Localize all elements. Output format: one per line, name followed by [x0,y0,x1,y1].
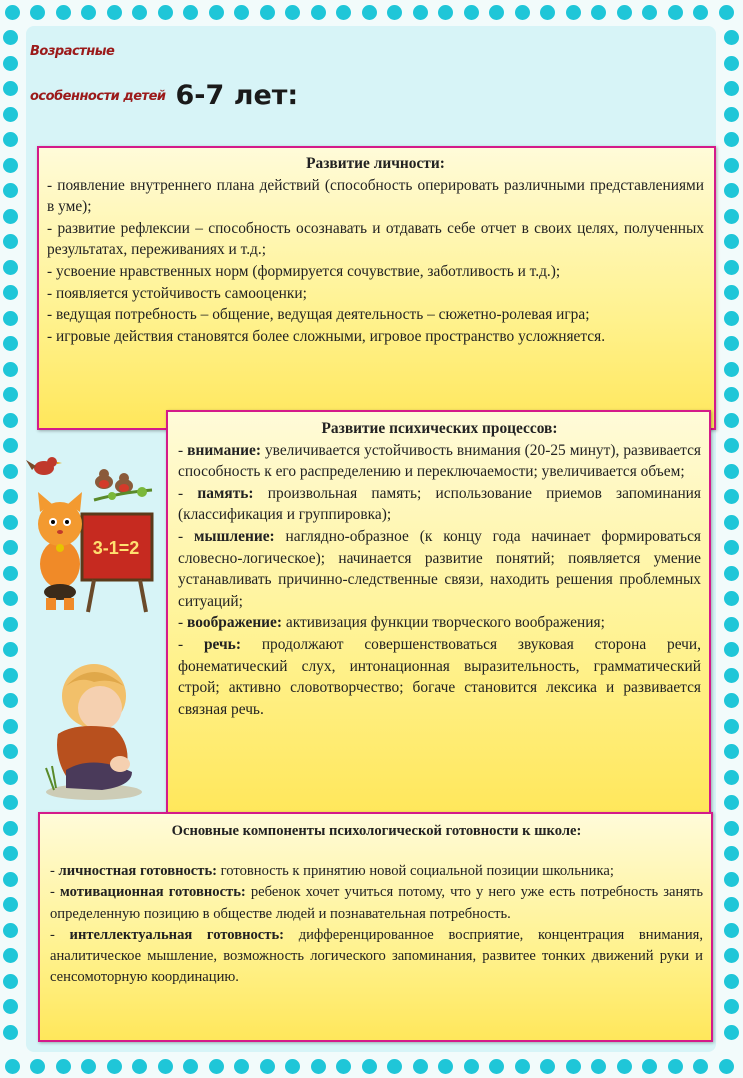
border-dot [183,5,198,20]
term-description: дифференцированное восприятие, концентрация внимания, аналитическое мышление, возможность логического запоминания, развитее тонких движений руки и сенсомоторную координацию. [50,926,703,986]
border-dot [464,5,479,20]
border-dot [540,1059,555,1074]
border-dot [566,5,581,20]
border-dot [3,387,18,402]
border-dot [642,1059,657,1074]
border-dot [3,515,18,530]
border-dot [724,821,739,836]
border-dot [336,1059,351,1074]
section-mental-processes-title: Развитие психических процессов: [321,420,558,437]
border-dot [285,1059,300,1074]
border-dot [3,642,18,657]
border-dot [3,311,18,326]
list-item: - интеллектуальная готовность: дифференцированное восприятие, концентрация внимания, аналитическое мышление, возможность логического запоминания, развитее тонких движений руки и сенсомоторную координацию. [50,926,703,986]
border-dot [724,591,739,606]
border-dot [617,5,632,20]
border-dot [158,5,173,20]
border-dot [724,234,739,249]
header-line2-small: особенности детей [30,89,166,104]
border-dot [3,591,18,606]
border-dot [3,770,18,785]
border-dot [132,1059,147,1074]
border-dot [3,413,18,428]
list-item: - личностная готовность: готовность к принятию новой социальной позиции школьника; [50,863,614,880]
border-dot [3,719,18,734]
list-item: - усвоение нравственных норм (формируется сочувствие, заботливость и т.д.); [47,262,561,280]
border-dot [724,897,739,912]
border-dot [438,1059,453,1074]
list-item: - появляется устойчивость самооценки; [47,284,307,302]
section-school-readiness [38,812,713,1042]
border-dot [3,56,18,71]
term-label: память: [197,484,254,502]
border-dot [724,209,739,224]
border-dot [3,1025,18,1040]
section-school-readiness-title: Основные компоненты психологической готовности к школе: [171,823,582,839]
border-dot [668,5,683,20]
border-dot [3,821,18,836]
border-dot [724,464,739,479]
term-description: наглядно-образное (к концу года начинает формироваться словесно-логическое); начинается развитие понятий; появляется умение устанавливать причинно-следственные связи, находить решения проблемных ситуаций; [178,527,701,610]
border-dot [719,5,734,20]
term-label: мотивационная готовность: [59,884,246,901]
border-dot [724,438,739,453]
border-dot [3,948,18,963]
border-dot [107,1059,122,1074]
border-dot [311,1059,326,1074]
border-dot [5,5,20,20]
border-dot [3,285,18,300]
chalkboard-text: 3-1=2 [92,538,140,558]
border-dot [5,1059,20,1074]
border-dot [209,1059,224,1074]
list-item: - мышление: наглядно-образное (к концу года начинает формироваться словесно-логическое); начинается развитие понятий; появляется умение устанавливать причинно-следственные связи, находить решения проблемных ситуаций; [178,527,701,610]
border-dot [724,642,739,657]
bird-icon [26,457,62,475]
term-label: воображение: [186,614,283,632]
boy-face [78,686,122,730]
border-dot [209,5,224,20]
border-dot [617,1059,632,1074]
border-dot [719,1059,734,1074]
term-description: продолжают совершенствоваться звуковая сторона речи, фонематический слух, интонационная выразительность, грамматический строй; активно словотворчество; богаче становится лексика и развивается связная речь. [178,635,701,718]
border-dot [566,1059,581,1074]
border-dot [724,1025,739,1040]
border-dot [3,260,18,275]
border-dot [3,923,18,938]
border-dot [591,5,606,20]
border-dot [3,744,18,759]
border-dot [362,5,377,20]
border-dot [311,5,326,20]
border-dot [3,30,18,45]
border-dot [362,1059,377,1074]
border-dot [724,362,739,377]
list-item: - воображение: активизация функции творческого воображения; [178,614,605,632]
border-dot [3,362,18,377]
border-dot [260,1059,275,1074]
term-label: внимание: [187,441,261,459]
border-dot [438,5,453,20]
border-dot [724,107,739,122]
border-dot [81,5,96,20]
border-dot [724,617,739,632]
border-dot [724,311,739,326]
border-dot [3,693,18,708]
border-dot [234,1059,249,1074]
border-dot [724,948,739,963]
border-dot [3,872,18,887]
border-dot [3,974,18,989]
border-dot [234,5,249,20]
border-dot [3,540,18,555]
border-dot [3,668,18,683]
border-dot [285,5,300,20]
border-dot [724,489,739,504]
border-dot [132,5,147,20]
border-dot [724,693,739,708]
border-dot [3,617,18,632]
border-dot [3,234,18,249]
section-personality [37,146,716,430]
border-dot [693,5,708,20]
border-dot [693,1059,708,1074]
border-dot [724,56,739,71]
border-dot [3,566,18,581]
border-dot [464,1059,479,1074]
bird-icon [95,469,113,489]
border-dot [724,999,739,1014]
border-dot [724,132,739,147]
list-item: - появление внутреннего плана действий (способность оперировать различными представлениями в уме); [47,176,704,216]
border-dot [3,464,18,479]
border-dot [724,260,739,275]
border-dot [3,209,18,224]
border-dot [158,1059,173,1074]
border-dot [540,5,555,20]
border-dot [387,1059,402,1074]
term-description: увеличивается устойчивость внимания (20-25 минут), развивается способность к его распределению и переключаемости; увеличивается объем; [178,441,701,481]
border-dot [724,158,739,173]
bird-icon [115,473,133,493]
border-dot [724,183,739,198]
sitting-boy-illustration [36,652,142,802]
border-dot [724,566,739,581]
border-dot [724,872,739,887]
border-dot [724,387,739,402]
border-dot [56,5,71,20]
border-dot [724,795,739,810]
border-dot [107,5,122,20]
border-dot [3,999,18,1014]
border-dot [3,795,18,810]
border-dot [3,81,18,96]
section-mental-processes [166,410,711,815]
border-dot [387,5,402,20]
border-dot [3,489,18,504]
page-title: 6-7 лет: [175,80,299,111]
list-item: - речь: продолжают совершенствоваться звуковая сторона речи, фонематический слух, интонационная выразительность, грамматический строй; активно словотворчество; богаче становится лексика и развивается связная речь. [178,635,701,718]
term-description: готовность к принятию новой социальной позиции школьника; [217,863,614,880]
term-label: речь: [204,635,241,653]
header-line1: Возрастные [30,44,115,59]
border-dot [724,336,739,351]
border-dot [724,285,739,300]
section-mental-processes-list [178,440,701,721]
list-item: - развитие рефлексии – способность осознавать и отдавать себе отчет в своих целях, полученных результатах, переживаниях и т.д.; [47,219,704,259]
border-dot [724,30,739,45]
border-dot [724,81,739,96]
border-dot [336,5,351,20]
list-item: - игровые действия становятся более сложными, игровое пространство усложняется. [47,327,606,345]
border-dot [515,5,530,20]
kitten-icon [38,492,82,610]
border-dot [3,438,18,453]
border-dot [724,846,739,861]
border-dot [3,132,18,147]
border-dot [724,540,739,555]
border-dot [3,158,18,173]
border-dot [3,107,18,122]
border-dot [56,1059,71,1074]
border-dot [413,5,428,20]
border-dot [724,974,739,989]
border-dot [3,336,18,351]
border-dot [489,5,504,20]
border-dot [642,5,657,20]
section-personality-title: Развитие личности: [306,155,445,172]
border-dot [724,668,739,683]
border-dot [668,1059,683,1074]
border-dot [3,846,18,861]
border-dot [591,1059,606,1074]
term-description: ребенок хочет учиться потому, что у него уже есть потребность занять определенную позицию в обществе людей и познавательная потребность. [50,884,703,922]
section-personality-list [47,175,704,348]
border-dot [489,1059,504,1074]
list-item: - ведущая потребность – общение, ведущая деятельность – сюжетно-ролевая игра; [47,306,590,324]
border-dot [3,897,18,912]
term-label: личностная готовность: [58,863,218,880]
header-line2 [30,80,298,111]
border-dot [724,719,739,734]
term-description: произвольная память; использование приемов запоминания (классификация и группировка); [178,484,701,524]
kitten-chalkboard-illustration [24,452,156,614]
list-item: - мотивационная готовность: ребенок хочет учиться потому, что у него уже есть потребность занять определенную позицию в обществе людей и познавательная потребность. [50,884,703,922]
term-description: активизация функции творческого воображения; [282,614,605,632]
border-dot [260,5,275,20]
border-dot [515,1059,530,1074]
border-dot [81,1059,96,1074]
border-dot [724,923,739,938]
border-dot [413,1059,428,1074]
list-item: - внимание: увеличивается устойчивость внимания (20-25 минут), развивается способность к его распределению и переключаемости; увеличивается объем; [178,441,701,481]
border-dot [30,5,45,20]
border-dot [3,183,18,198]
border-dot [30,1059,45,1074]
border-dot [724,770,739,785]
border-dot [724,413,739,428]
border-dot [724,744,739,759]
border-dot [183,1059,198,1074]
section-school-readiness-list [50,861,703,988]
list-item: - память: произвольная память; использование приемов запоминания (классификация и группировка); [178,484,701,524]
term-label: интеллектуальная готовность: [69,926,285,943]
term-label: мышление: [194,527,275,545]
border-dot [724,515,739,530]
